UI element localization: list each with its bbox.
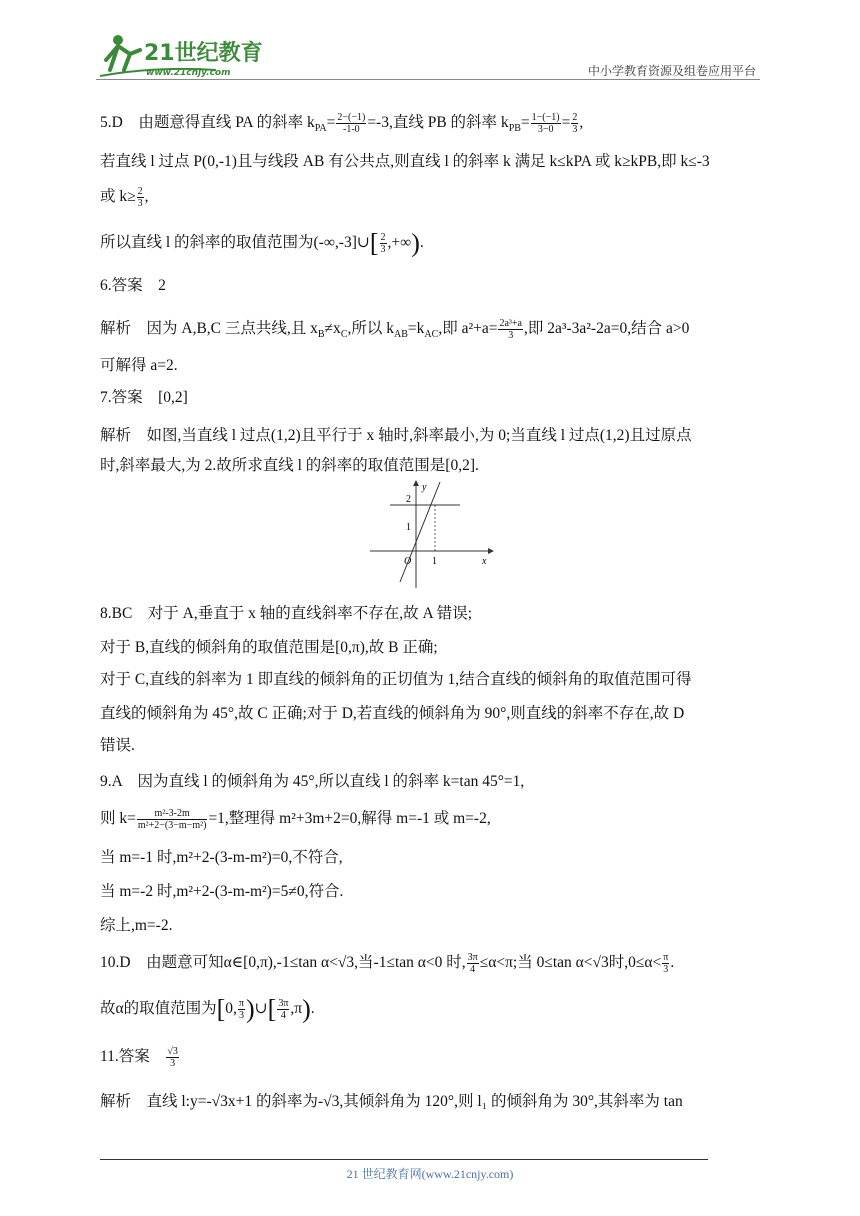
answer-6-label: 6.答案 2 bbox=[100, 277, 166, 294]
fraction: $\frac{\pi}{3}$ bbox=[663, 952, 669, 975]
answer-9-line3: 当 m=-1 时,m²+2-(3-m-m²)=0,不符合, bbox=[100, 849, 343, 866]
logo-text: 21世纪教育 bbox=[144, 41, 263, 66]
answer-8-line5: 错误. bbox=[100, 737, 135, 754]
fraction: $\frac{2-(-1)}{-1-0}$ bbox=[337, 112, 366, 135]
header-divider bbox=[96, 79, 760, 80]
answer-7-label: 7.答案 [0,2] bbox=[100, 389, 188, 406]
answer-5-line3: 或 k≥ $\frac{2}{3}$ , bbox=[100, 186, 149, 209]
footer-divider bbox=[100, 1159, 708, 1160]
fraction: $\frac{3\pi}{4}$ bbox=[278, 998, 289, 1021]
answer-9-line2: 则 k= $\frac{\text{m²-3-2m}}{\text{m²+2−(3−m−m²)}}$ =1,整理得 m²+3m+2=0,解得 m=-1 或 m=-2, bbox=[100, 808, 491, 831]
logo-url: www.21cnjy.com bbox=[146, 68, 231, 78]
fraction: $\frac{2}{3}$ bbox=[572, 112, 578, 135]
fraction: $\frac{2}{3}$ bbox=[380, 232, 386, 255]
answer-5-line4: 所以直线 l 的斜率的取值范围为(-∞,-3]∪[ $\frac{2}{3}$ ,+∞). bbox=[100, 228, 424, 258]
slope-figure bbox=[370, 478, 495, 593]
answer-11-label: 11.答案 $\frac{√3}{3}$ bbox=[100, 1046, 178, 1069]
answer-9-line4: 当 m=-2 时,m²+2-(3-m-m²)=5≠0,符合. bbox=[100, 883, 344, 900]
fraction: $\frac{2}{3}$ bbox=[137, 186, 143, 209]
tick-1-x: 1 bbox=[432, 556, 437, 567]
page-header bbox=[96, 30, 760, 80]
answer-10-line2: 故α的取值范围为[0, $\frac{\pi}{3}$ )∪[ $\frac{3\pi}{4}$ ,π). bbox=[100, 994, 315, 1024]
footer-text: 21 世纪教育网(www.21cnjy.com) bbox=[346, 1167, 514, 1181]
fraction: $\frac{3\pi}{4}$ bbox=[467, 952, 478, 975]
answer-11-line1: 解析 直线 l:y=-√3x+1 的斜率为-√3,其倾斜角为 120°,则 l₁ 的倾斜角为 30°,其斜率为 tan bbox=[100, 1093, 683, 1110]
origin-label: O bbox=[404, 556, 412, 567]
x-axis-arrow bbox=[488, 548, 494, 554]
answer-9-line5: 综上,m=-2. bbox=[100, 917, 173, 934]
answer-6-line1: 解析 因为 A,B,C 三点共线,且 $x_B\ne x_C$,所以 $k_{AB}=k_{AC}$,即 a²+a= $\frac{\text{2a³+a}}{3}$ ,即 2a³-3a²-2a=0,结合 a>0 bbox=[100, 318, 690, 341]
fraction: $\frac{\pi}{3}$ bbox=[238, 998, 244, 1021]
answer-8-line3: 对于 C,直线的斜率为 1 即直线的倾斜角的正切值为 1,结合直线的倾斜角的取值范围可得 bbox=[100, 671, 692, 688]
tick-1-y: 1 bbox=[406, 522, 411, 533]
answer-8-line2: 对于 B,直线的倾斜角的取值范围是[0,π),故 B 正确; bbox=[100, 639, 438, 656]
answer-10-line1: 10.D 由题意可知α∈[0,π),-1≤tan α<√3,当-1≤tan α<0 时, $\frac{3\pi}{4}$ ≤α<π;当 0≤tan α<√3时,0≤α< $\frac{\pi}{3}$ . bbox=[100, 952, 675, 975]
answer-6-line2: 可解得 a=2. bbox=[100, 357, 178, 374]
fraction: $\frac{1-(-1)}{3-0}$ bbox=[531, 112, 560, 135]
answer-5-line1: 5.D 由题意得直线 PA 的斜率 $k_{PA}=$ $\frac{2-(-1)}{-1-0}$ =-3,直线 PB 的斜率 $k_{PB}=$ $\frac{1-(-1)}{3-0}$ = $\frac{2}{3}$ , bbox=[100, 112, 584, 135]
fraction: $\frac{√3}{3}$ bbox=[167, 1046, 178, 1069]
y-label: y bbox=[422, 482, 427, 493]
answer-7-line2: 时,斜率最大,为 2.故所求直线 l 的斜率的取值范围是[0,2]. bbox=[100, 457, 479, 474]
answer-8-line1: 8.BC 对于 A,垂直于 x 轴的直线斜率不存在,故 A 错误; bbox=[100, 605, 473, 622]
answer-7-line1: 解析 如图,当直线 l 过点(1,2)且平行于 x 轴时,斜率最小,为 0;当直线 l 过点(1,2)且过原点 bbox=[100, 427, 692, 444]
tick-2: 2 bbox=[406, 494, 411, 505]
answer-5-line2: 若直线 l 过点 P(0,-1)且与线段 AB 有公共点,则直线 l 的斜率 k 满足 k≤kPA 或 k≥kPB,即 k≤-3 bbox=[100, 153, 710, 170]
site-logo bbox=[96, 30, 266, 80]
answer-8-line4: 直线的倾斜角为 45°,故 C 正确;对于 D,若直线的倾斜角为 90°,则直线的斜率不存在,故 D bbox=[100, 705, 685, 722]
x-label: x bbox=[482, 556, 487, 567]
header-platform-text: 中小学教育资源及组卷应用平台 bbox=[587, 64, 756, 78]
answer-9-line1: 9.A 因为直线 l 的倾斜角为 45°,所以直线 l 的斜率 k=tan 45°=1, bbox=[100, 773, 525, 790]
fraction: $\frac{\text{m²-3-2m}}{\text{m²+2−(3−m−m²)}}$ bbox=[137, 808, 207, 831]
y-axis-arrow bbox=[413, 480, 419, 486]
fraction: $\frac{\text{2a³+a}}{3}$ bbox=[499, 318, 522, 341]
